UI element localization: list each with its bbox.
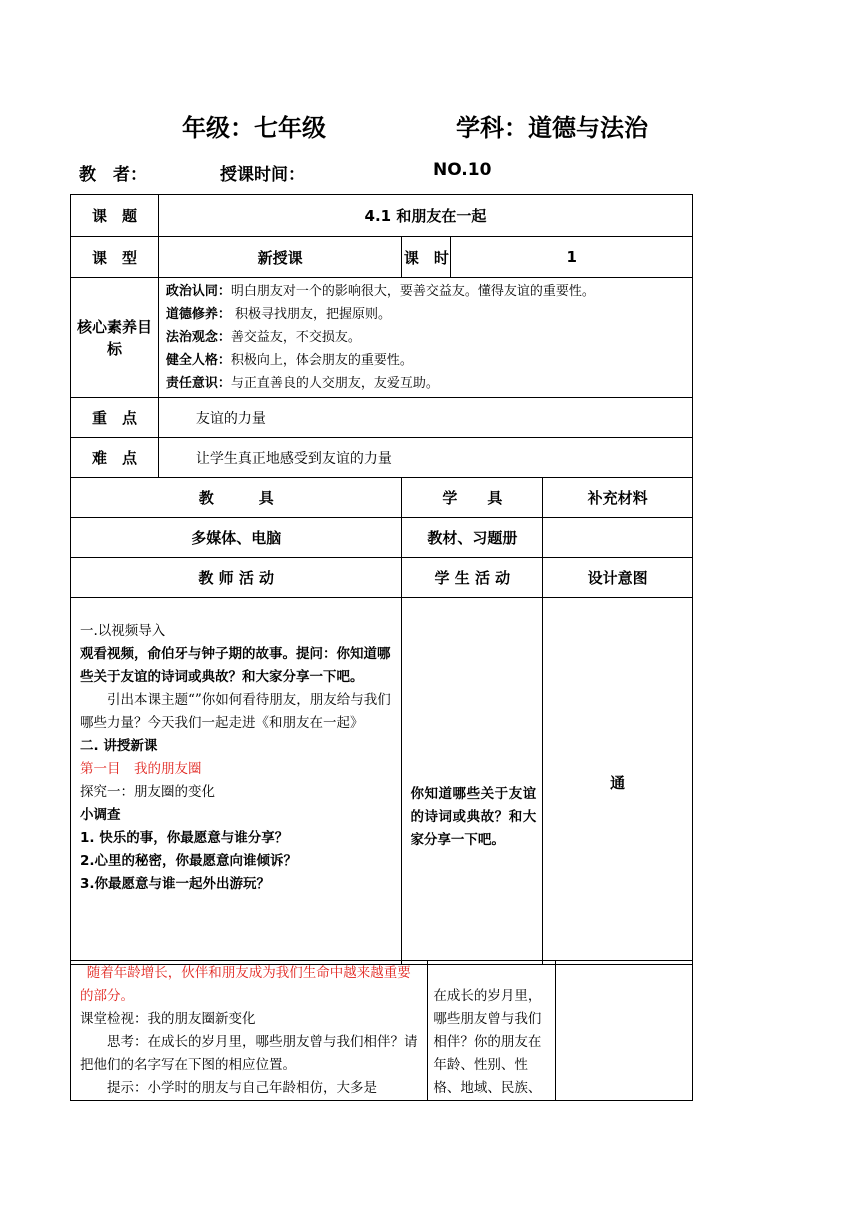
topic-label: 课 题 xyxy=(71,195,159,237)
key-label: 重 点 xyxy=(71,398,159,438)
core-label: 核心素养目标 xyxy=(71,278,159,398)
key-value: 友谊的力量 xyxy=(158,398,692,438)
tools-student-value: 教材、习题册 xyxy=(402,518,543,558)
type-value: 新授课 xyxy=(158,237,402,278)
grade-title: 年级：七年级 xyxy=(182,114,326,142)
type-label: 课 型 xyxy=(71,237,159,278)
continuation-line-4: 提示：小学时的朋友与自己年龄相仿，大多是 xyxy=(107,1080,377,1096)
core-goal-4: 健全人格：积极向上，体会朋友的重要性。 xyxy=(165,353,413,368)
core-goals xyxy=(158,278,692,398)
continuation-design xyxy=(556,961,693,1101)
hours-label: 课 时 xyxy=(402,237,451,278)
activity-line-7: 小调查 xyxy=(80,807,121,823)
lesson-number: NO.10 xyxy=(433,160,492,180)
student-activity: 你知道哪些关于友谊的诗词或典故？和大家分享一下吧。 xyxy=(402,598,543,965)
design-label: 设计意图 xyxy=(543,558,693,598)
difficulty-label: 难 点 xyxy=(71,438,159,478)
core-goal-5: 责任意识：与正直善良的人交朋友，友爱互助。 xyxy=(165,376,439,391)
supplement-label: 补充材料 xyxy=(543,478,693,518)
core-goal-1: 政治认同：明白朋友对一个的影响很大，要善交益友。懂得友谊的重要性。 xyxy=(165,284,595,299)
tools-student-label: 学 具 xyxy=(402,478,543,518)
activity-line-3: 引出本课主题“”你如何看待朋友，朋友给与我们哪些力量？今天我们一起走进《和朋友在一起》 xyxy=(80,692,391,731)
subject-title: 学科：道德与法治 xyxy=(456,114,648,142)
continuation-line-3: 思考：在成长的岁月里，哪些朋友曾与我们相伴？请把他们的名字写在下图的相应位置。 xyxy=(80,1034,418,1073)
teacher-activity xyxy=(71,598,402,965)
continuation-line-1: 随着年龄增长，伙伴和朋友成为我们生命中越来越重要的部分。 xyxy=(80,965,411,1004)
activity-line-9: 2.心里的秘密，你最愿意向谁倾诉？ xyxy=(80,853,298,869)
supplement-value xyxy=(543,518,693,558)
activity-line-6: 探究一：朋友圈的变化 xyxy=(80,784,215,800)
activity-line-10: 3.你最愿意与谁一起外出游玩？ xyxy=(80,876,271,892)
teacher-label: 教 者： xyxy=(79,165,147,185)
teacher-activity-label: 教 师 活 动 xyxy=(71,558,402,598)
topic-value: 4.1 和朋友在一起 xyxy=(158,195,692,237)
continuation-line-2: 课堂检视：我的朋友圈新变化 xyxy=(80,1011,256,1027)
tools-teacher-value: 多媒体、电脑 xyxy=(71,518,402,558)
core-goal-3: 法治观念：善交益友，不交损友。 xyxy=(165,330,361,345)
continuation-table xyxy=(70,960,693,1101)
activity-line-4: 二. 讲授新课 xyxy=(80,738,158,754)
student-activity-label: 学 生 活 动 xyxy=(402,558,543,598)
lesson-plan-table xyxy=(70,194,693,965)
time-label: 授课时间： xyxy=(220,165,305,185)
core-goal-2: 道德修养： 积极寻找朋友，把握原则。 xyxy=(165,307,392,322)
activity-line-8: 1. 快乐的事，你最愿意与谁分享？ xyxy=(80,830,289,846)
design-intent: 通 xyxy=(543,598,693,965)
continuation-student: 在成长的岁月里，哪些朋友曾与我们相伴？你的朋友在年龄、性别、性格、地域、民族、 xyxy=(428,961,556,1101)
activity-line-5: 第一目 我的朋友圈 xyxy=(80,761,202,777)
difficulty-value: 让学生真正地感受到友谊的力量 xyxy=(158,438,692,478)
activity-line-2: 观看视频，俞伯牙与钟子期的故事。提问：你知道哪些关于友谊的诗词或典故？和大家分享一下吧。 xyxy=(80,646,391,685)
activity-line-1: 一.以视频导入 xyxy=(80,623,166,639)
hours-value: 1 xyxy=(451,237,693,278)
tools-teacher-label: 教 具 xyxy=(71,478,402,518)
continuation-teacher xyxy=(71,961,428,1101)
